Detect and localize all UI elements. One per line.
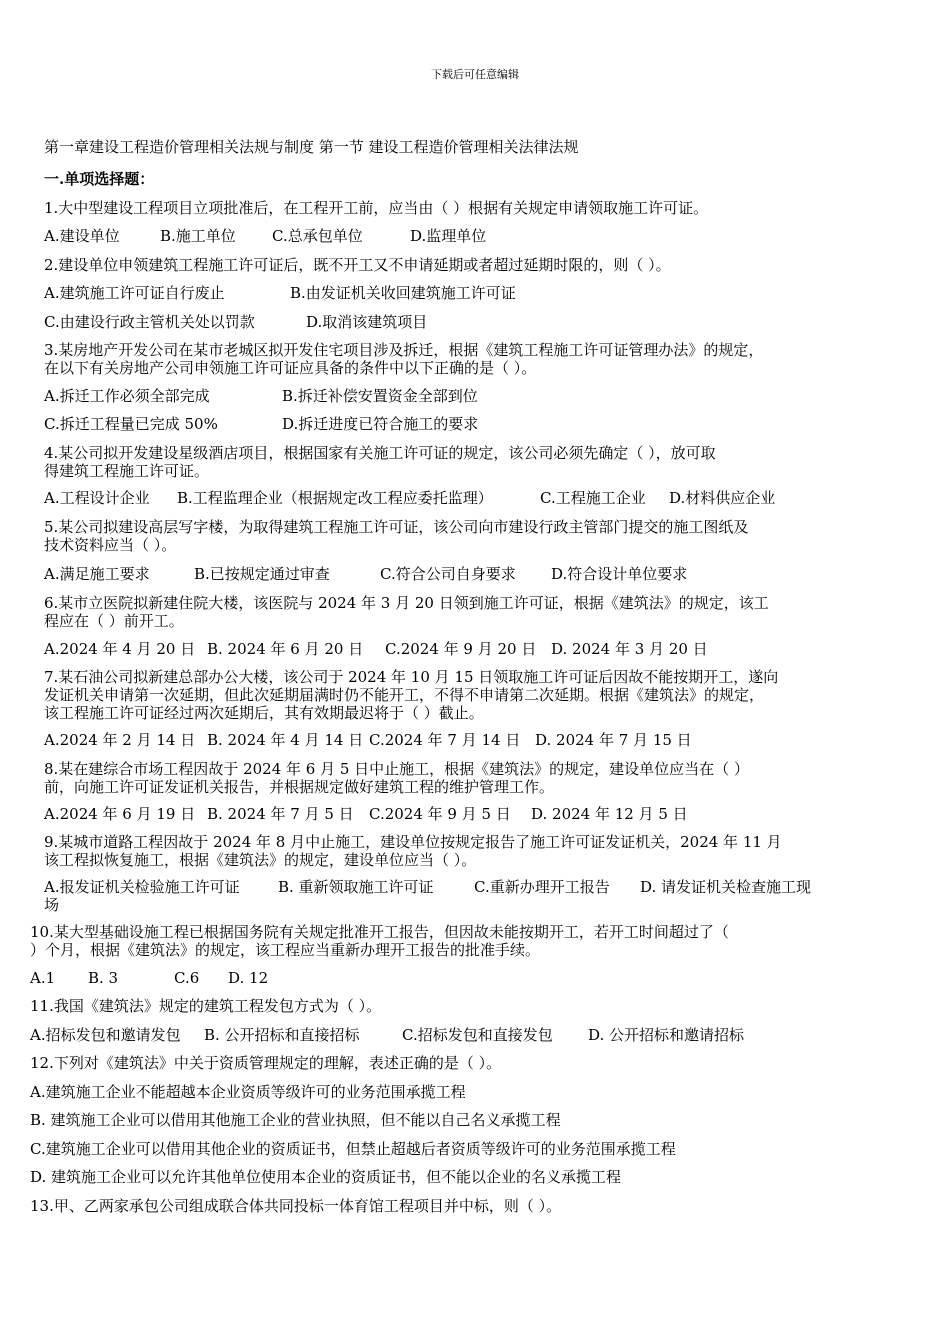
page-header: 下载后可任意编辑 [431,68,519,81]
option-d: D. 2024 年 12 月 5 日 [531,805,688,823]
option-b: B.施工单位 [160,227,236,245]
option-b: B.拆迁补偿安置资金全部到位 [282,387,478,405]
question-stem-6-cont: 程应在（ ）前开工。 [44,612,184,630]
option-b: B.由发证机关收回建筑施工许可证 [290,284,516,302]
option-b: B.已按规定通过审查 [194,565,330,583]
option-a: A.1 [30,969,56,987]
option-c: C.符合公司自身要求 [380,565,516,583]
option-c: C.建筑施工企业可以借用其他企业的资质证书，但禁止超越后者资质等级许可的业务范围承揽工程 [30,1140,676,1158]
options-row [44,313,427,331]
option-c: C.2024 年 9 月 20 日 [385,640,537,658]
question-stem-4-cont: 得建筑工程施工许可证。 [44,462,210,480]
option-a: A.工程设计企业 [44,489,150,507]
options-row [44,565,687,583]
question-stem-10-cont: ）个月，根据《建筑法》的规定，该工程应当重新办理开工报告的批准手续。 [30,941,541,959]
question-stem-12: 12.下列对《建筑法》中关于资质管理规定的理解，表述正确的是（ ）。 [30,1054,502,1072]
option-d: D. 2024 年 7 月 15 日 [535,731,692,749]
options-row [44,387,478,405]
question-stem-8-cont: 前，向施工许可证发证机关报告，并根据规定做好建筑工程的维护管理工作。 [44,778,555,796]
option-a: A.报发证机关检验施工许可证 [44,878,240,896]
question-stem-7-cont: 该工程施工许可证经过两次延期后，其有效期最迟将于（ ）截止。 [44,704,484,722]
question-stem-9-cont: 该工程拟恢复施工，根据《建筑法》的规定，建设单位应当（ ）。 [44,851,477,869]
option-c: C.总承包单位 [272,227,363,245]
question-stem-5: 5.某公司拟建设高层写字楼，为取得建筑工程施工许可证，该公司向市建设行政主管部门提交的施工图纸及 [44,518,749,536]
options-row [44,731,692,749]
option-d: D.取消该建筑项目 [306,313,428,331]
option-b: B. 建筑施工企业可以借用其他施工企业的营业执照，但不能以自己名义承揽工程 [30,1111,561,1129]
option-c: C.招标发包和直接发包 [402,1026,553,1044]
options-row [44,805,688,823]
question-stem-3: 3.某房地产开发公司在某市老城区拟开发住宅项目涉及拆迁，根据《建筑工程施工许可证管理办法》的规定， [44,341,764,359]
option-d: D. 公开招标和邀请招标 [588,1026,745,1044]
option-b: B. 2024 年 7 月 5 日 [207,805,354,823]
option-d: D.监理单位 [410,227,487,245]
option-d: D. 2024 年 3 月 20 日 [551,640,708,658]
option-b: B. 重新领取施工许可证 [278,878,434,896]
option-d-cont: 场 [44,896,60,914]
question-stem-4: 4.某公司拟开发建设星级酒店项目，根据国家有关施工许可证的规定，该公司必须先确定（ ），放可取 [44,444,716,462]
options-row [44,415,478,433]
option-a: A.建筑施工企业不能超越本企业资质等级许可的业务范围承揽工程 [30,1083,466,1101]
question-stem-13: 13.甲、乙两家承包公司组成联合体共同投标一体育馆工程项目并中标，则（ ）。 [30,1197,562,1215]
question-stem-8: 8.某在建综合市场工程因故于 2024 年 6 月 5 日中止施工，根据《建筑法》的规定，建设单位应当在（ ） [44,760,749,778]
options-row [30,1026,744,1044]
question-stem-7-cont: 发证机关申请第一次延期，但此次延期届满时仍不能开工，不得不申请第二次延期。根据《建筑法》的规定， [44,686,765,704]
option-c: C.重新办理开工报告 [474,878,610,896]
option-c: C.6 [174,969,200,987]
option-d: D.材料供应企业 [669,489,776,507]
options-row [44,227,486,245]
option-a: A.拆迁工作必须全部完成 [44,387,210,405]
question-stem-1: 1.大中型建设工程项目立项批准后，在工程开工前，应当由（ ）根据有关规定申请领取施工许可证。 [44,199,709,217]
question-stem-11: 11.我国《建筑法》规定的建筑工程发包方式为（ ）。 [30,997,382,1015]
option-b: B. 公开招标和直接招标 [204,1026,360,1044]
option-a: A.建筑施工许可证自行废止 [44,284,225,302]
option-c: C.拆迁工程量已完成 50% [44,415,218,433]
section-heading: 一.单项选择题： [44,170,155,188]
options-row [30,969,268,987]
option-c: C.2024 年 7 月 14 日 [369,731,521,749]
option-b: B. 2024 年 6 月 20 日 [207,640,364,658]
options-row [44,878,811,896]
option-a: A.招标发包和邀请发包 [30,1026,181,1044]
option-a: A.2024 年 4 月 20 日 [44,640,196,658]
question-stem-3-cont: 在以下有关房地产公司申领施工许可证应具备的条件中以下正确的是（ ）。 [44,359,537,377]
option-d: D.符合设计单位要求 [551,565,688,583]
option-b: B. 2024 年 4 月 14 日 [207,731,364,749]
option-c: C.2024 年 9 月 5 日 [369,805,511,823]
option-a: A.2024 年 2 月 14 日 [44,731,196,749]
option-d: D.拆迁进度已符合施工的要求 [282,415,479,433]
options-row [44,284,516,302]
option-d: D. 12 [228,969,269,987]
option-d: D. 建筑施工企业可以允许其他单位使用本企业的资质证书，但不能以企业的名义承揽工程 [30,1168,622,1186]
option-b: B. 3 [88,969,119,987]
option-a: A.满足施工要求 [44,565,150,583]
question-stem-9: 9.某城市道路工程因故于 2024 年 8 月中止施工，建设单位按规定报告了施工许可证发证机关，2024 年 11 月 [44,833,782,851]
question-stem-7: 7.某石油公司拟新建总部办公大楼，该公司于 2024 年 10 月 15 日领取施工许可证后因故不能按期开工，遂向 [44,668,779,686]
options-row [44,489,775,507]
option-c: C.由建设行政主管机关处以罚款 [44,313,255,331]
question-stem-5-cont: 技术资料应当（ ）。 [44,536,177,554]
question-stem-2: 2.建设单位申领建筑工程施工许可证后，既不开工又不申请延期或者超过延期时限的，则（ ）。 [44,256,671,274]
question-stem-6: 6.某市立医院拟新建住院大楼，该医院与 2024 年 3 月 20 日领到施工许可证，根据《建筑法》的规定，该工 [44,594,769,612]
chapter-title: 第一章建设工程造价管理相关法规与制度 第一节 建设工程造价管理相关法律法规 [44,138,579,156]
option-a: A.2024 年 6 月 19 日 [44,805,196,823]
option-d: D. 请发证机关检查施工现 [640,878,812,896]
option-b: B.工程监理企业（根据规定改工程应委托监理） [177,489,493,507]
option-c: C.工程施工企业 [540,489,646,507]
options-row [44,640,708,658]
option-a: A.建设单位 [44,227,120,245]
question-stem-10: 10.某大型基础设施工程已根据国务院有关规定批准开工报告，但因故未能按期开工，若开工时间超过了（ [30,923,729,941]
